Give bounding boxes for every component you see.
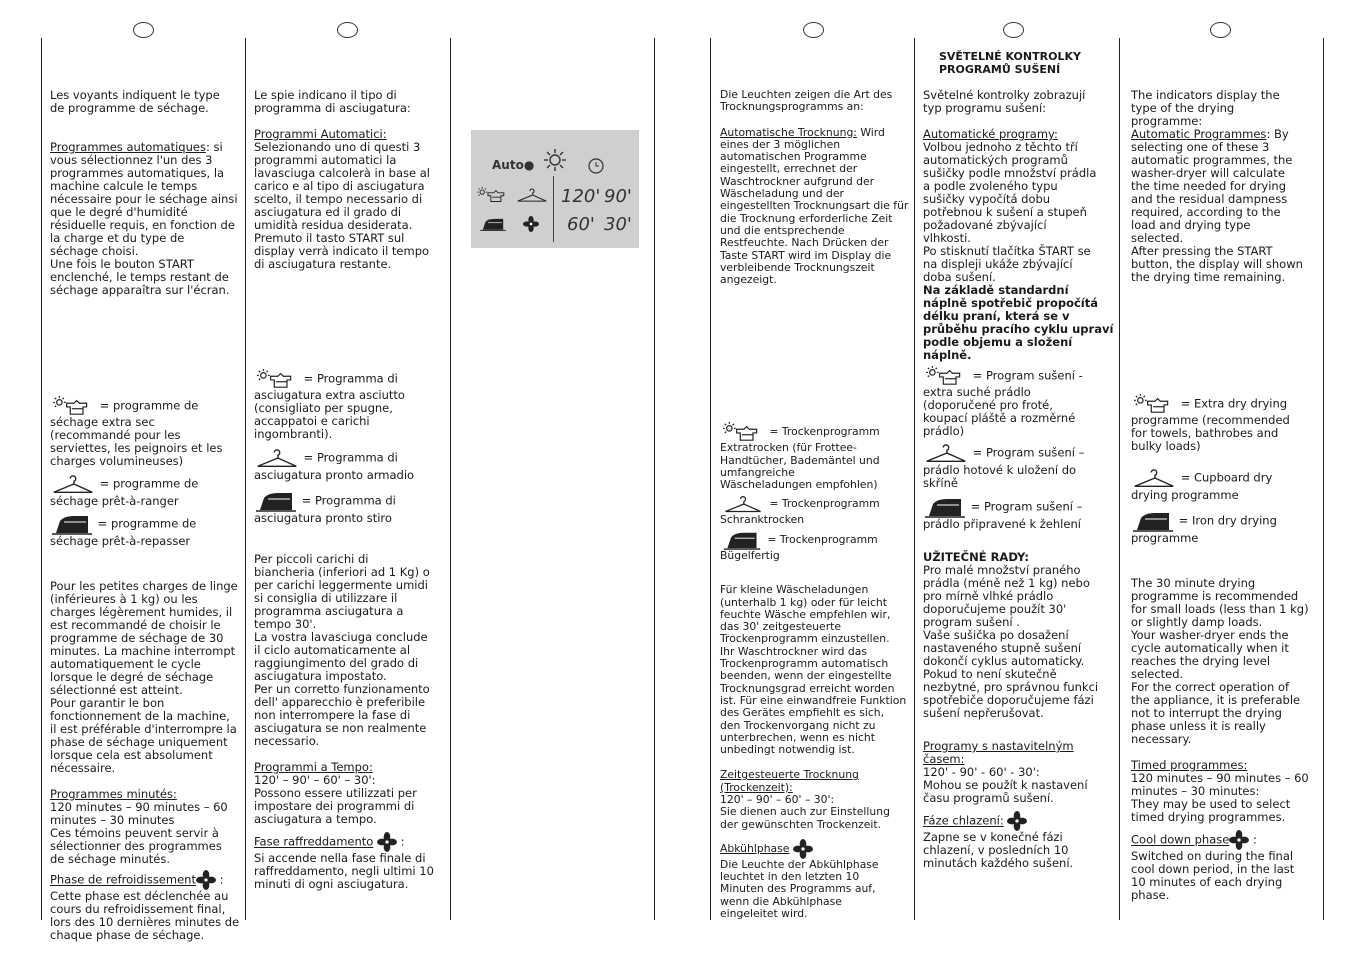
de-timed-text: 120' – 90' – 60' – 30': Sie dienen auch zur Einstellung der gewünschten Trockenzeit. [720,792,890,831]
column-divider [450,38,451,920]
cz-extra-dry-text: = Program sušení - extra suché prádlo (doporučené pro froté, koupací pláště a rozměrné prádlo) [923,368,1083,438]
cz-iron-text: = Program sušení – prádlo připravené k žehlení [923,499,1083,531]
clock-icon [587,157,605,175]
fr-cupboard [50,473,242,508]
en-extra-dry-text: = Extra dry drying programme (recommended for towels, bathrobes and bulky loads) [1131,396,1290,453]
it-auto-text: Selezionando uno di questi 3 programmi automatici la lavasciuga calcolerà in base al carico e al tipo di asciugatura scelto, il tempo necessario di asciugatura ed il grado di umidità residua desiderata. Premuto il tasto START sul display verrà indicato il tempo di asciugatura restante. [254,140,430,271]
de-auto [720,127,912,287]
fr-cool: Phase de refroidissement : [50,870,242,890]
fr-auto-title: Programmes automatiques [50,140,206,154]
extra-dry-icon [475,186,511,204]
cz-cool-title: Fáze chlazení: [923,813,1004,828]
hanger-icon [923,442,969,464]
it-small-loads: Per piccoli carichi di biancheria (inferiori ad 1 Kg) o per carichi leggermente umidi si consiglia di utilizzare il programma asciugatura a tempo 30'. La vostra lavasciuga conclude il ciclo automaticamente al raggiungimento del grado di asciugatura impostato. Per un corretto funzionamento dell' apparecchio è preferibile non interrompere la fase di asciugatura se non realmente necessario. [254,552,430,748]
it-extra-dry-text: = Programma di asciugatura extra asciutto (consigliato per spugne, accappatoi e carichi ingombranti). [254,371,405,441]
fr-iron [50,513,242,548]
column-divider [654,38,655,920]
de-iron [720,530,912,562]
control-panel-display [471,130,639,248]
time-90: 90' [604,186,632,207]
en-auto-text: : By selecting one of these 3 automatic programmes, the washer-dryer will calculate the time needed for drying and the residual dampness required, according to the load and drying type selected. After pressing the START button, the display will shown the drying time remaining. [1131,127,1303,284]
column-divider [245,38,246,920]
en-iron-text: = Iron dry drying programme [1131,513,1277,545]
extra-dry-icon [923,366,969,386]
it-intro: Le spie indicano il tipo di programma di asciugatura: [254,88,411,115]
en-small-loads: The 30 minute drying programme is recommended for small loads (less than 1 kg) or slightly damp loads. Your washer-dryer ends the cycle automatically when it reaches the drying level selected. For the correct operation of the appliance, it is preferable not to interrupt the drying phase unless it is really necessary. [1131,576,1309,746]
extra-dry-icon [720,422,766,442]
cz-timed-text: 120' - 90' - 60' - 30': Mohou se použít k nastavení času programů sušení. [923,765,1088,805]
en-iron [1131,510,1321,545]
de-small-loads: Für kleine Wäscheladungen (unterhalb 1 kg) oder für leicht feuchte Wäsche empfehlen wir, das 30' zeitgesteuerte Trockenprogramm einzustellen. Ihr Waschtrockner wird das Trockenprogramm automatisch beenden, wenn der eingestellte Trocknungsgrad erreicht worden ist. Für eine einwandfreie Funktion des Gerätes empfiehlt es sich, den Trockenvorgang nicht zu unterbrechen, wenn es nicht unbedingt notwendig ist. [720,583,907,757]
column-german [720,84,912,920]
cz-auto-title: Automatické programy: [923,127,1058,141]
en-cool-text: Switched on during the final cool down period, in the last 10 minutes of each drying phase. [1131,849,1295,902]
en-cool-title: Cool down phase [1131,832,1230,847]
cz-heading: SVĚTELNÉ KONTROLKY PROGRAMŮ SUŠENÍ [939,50,1081,76]
en-extra-dry [1131,394,1321,453]
de-cupboard-text: = Trockenprogramm Schranktrocken [720,496,880,526]
fr-timed-text: 120 minutes – 90 minutes – 60 minutes – 30 minutes Ces témoins peuvent servir à sélectionner des programmes de séchage minutés. [50,800,228,866]
de-auto-title: Automatische Trocknung: [720,125,857,139]
hanger-icon [254,447,300,469]
cz-extra-dry [923,366,1117,438]
en-cupboard [1131,467,1321,502]
it-timed-title: Programmi a Tempo: [254,760,373,774]
cz-bold-note: Na základě standardní náplně spotřebič propočítá délku praní, která se v průběhu pracího cyklu upraví podle objemu a složení náplně. [923,283,1114,362]
cz-cupboard [923,442,1117,490]
cz-tips-text: Pro malé množství praného prádla (méně než 1 kg) nebo pro mírně vlhké prádlo doporučujeme použít 30' program sušení . Vaše sušička po dosažení nastaveného stupně sušení dokončí cyklus automaticky. Pokud to není skutečně nezbytné, pro správnou funkci spotřebiče doporučujeme fázi sušení nepřerušovat. [923,563,1099,720]
de-extra-dry-text: = Trockenprogramm Extratrocken (für Frottee- Handtücher, Bademäntel und umfangreiche Wäscheladungen empfohlen) [720,425,880,492]
fr-intro: Les voyants indiquent le type de programme de séchage. [50,88,220,115]
iron-icon [479,216,507,232]
panel-divider [553,176,554,242]
de-cool-text: Die Leuchte der Abkühlphase leuchtet in den letzten 10 Minuten des Programms auf, wenn die Abkühlphase eingeleitet wird. [720,857,879,921]
en-cupboard-text: = Cupboard dry drying programme [1131,470,1273,502]
extra-dry-icon [254,369,300,389]
en-timed-title: Timed programmes: [1131,758,1248,772]
cz-intro: Světelné kontrolky zobrazují typ programu sušení: [923,88,1086,115]
fan-icon [1229,830,1249,850]
de-auto-text: Wird eines der 3 möglichen automatischen Programme eingestellt, errechnet der Waschtrockner aufgrund der Wäscheladung und der eingestellten Trocknungsart die für die Trocknung erforderliche Zeit und die entsprechende Restfeuchte. Nach Drücken der Taste START wird im Display die verbleibende Trocknungszeit angezeigt. [720,125,909,287]
it-cool: Fase raffreddamento : [254,832,446,852]
de-timed-title: Zeitgesteuerte Trocknung (Trockenzeit): [720,768,859,794]
column-italian [254,84,446,891]
fr-timed-title: Programmes minutés: [50,787,177,801]
en-timed-text: 120 minutes – 90 minutes – 60 minutes – 30 minutes: They may be used to select timed drying programmes. [1131,771,1309,824]
cz-cool [923,811,1117,831]
time-120: 120' [561,186,601,207]
iron-icon [1131,510,1175,532]
it-iron-text: = Programma di asciugatura pronto stiro [254,493,396,525]
fr-cool-text: Cette phase est déclenchée au cours du refroidissement final, lors des 10 dernières minutes de chaque phase de séchage. [50,889,240,942]
column-czech [923,50,1117,870]
language-marker-de [803,22,824,38]
iron-icon [254,490,298,512]
en-auto [1131,128,1321,284]
fr-extra-dry-text: = programme de séchage extra sec (recommandé pour les serviettes, les peignoirs et les charges volumineuses) [50,398,223,468]
fr-iron-text: = programme de séchage prêt-à-repasser [50,516,197,548]
it-timed-text: 120' – 90' – 60' – 30': Possono essere utilizzati per impostare dei programmi di asciugatura a tempo. [254,773,417,826]
cz-iron [923,496,1117,531]
en-intro: The indicators display the type of the drying programme: [1131,88,1280,128]
language-marker-it [337,22,358,38]
extra-dry-icon [50,396,96,416]
iron-icon [50,513,94,535]
cz-cool-text: Zapne se v konečné fázi chlazení, v posledních 10 minutách každého sušení. [923,830,1074,870]
fan-icon [377,832,397,852]
column-english [1131,84,1321,902]
language-marker-en [1210,22,1231,38]
fan-icon [196,870,216,890]
de-cool [720,839,912,859]
extra-dry-icon [1131,394,1177,414]
cz-cupboard-text: = Program sušení – prádlo hotové k uložení do skříně [923,445,1085,490]
de-cool-title: Abkühlphase [720,841,790,855]
de-intro: Die Leuchten zeigen die Art des Trocknungsprogramms an: [720,88,893,114]
en-cool: Cool down phase : [1131,830,1321,850]
fr-cool-title: Phase de refroidissement [50,872,196,887]
column-divider [41,38,42,920]
language-marker-fr [133,22,154,38]
it-iron [254,490,446,525]
hanger-icon [50,473,96,495]
cz-timed-title: Programy s nastavitelným časem: [923,739,1074,766]
fr-extra-dry [50,396,242,468]
hanger-icon [1131,467,1177,489]
sun-icon [543,148,567,172]
column-divider [710,38,711,920]
hanger-icon [515,186,549,204]
time-60: 60' [567,214,595,235]
it-cupboard [254,447,446,482]
fr-small-loads: Pour les petites charges de linge (inférieures à 1 kg) ou les charges légèrement humides, il est recommandé de choisir le programme de séchage de 30 minutes. La machine interrompt automatiquement le cycle lorsque le degré de séchage sélectionné est atteint. Pour garantir le bon fonctionnement de la machine, il est préférable d'interrompre la phase de séchage uniquement lorsque cela est absolument nécessaire. [50,579,238,775]
column-divider [1119,38,1120,920]
it-extra-dry [254,369,446,441]
column-divider [914,38,915,920]
fan-icon [523,216,539,232]
de-cupboard [720,494,912,526]
fan-icon [793,839,813,859]
en-auto-title: Automatic Programmes [1131,127,1267,141]
column-divider [1323,38,1324,920]
cz-auto-text: Volbou jednoho z těchto tří automatických programů sušičky podle množství prádla a podle zvoleného typu sušičky vypočítá dobu potřebnou k sušení a stupeň požadované zbývající vlhkosti. Po stisknutí tlačítka ŠTART se na displeji ukáže zbývající doba sušení. [923,140,1097,284]
time-30: 30' [604,214,632,235]
it-auto-title: Programmi Automatici: [254,127,387,141]
fr-auto [50,141,242,297]
hanger-icon [720,494,766,514]
it-cool-text: Si accende nella fase finale di raffreddamento, negli ultimi 10 minuti di ogni asciugatura. [254,851,434,891]
it-cupboard-text: = Programma di asciugatura pronto armadio [254,450,415,482]
fr-auto-text: : si vous sélectionnez l'un des 3 programmes automatiques, la machine calcule le temps nécessaire pour le séchage ainsi que le degré d'humidité résiduelle requis, en fonction de la charge et du type de séchage choisi. Une fois le bouton START enclenché, le temps restant de séchage apparaîtra sur l'écran. [50,140,238,297]
column-french [50,84,242,942]
auto-label: Auto● [492,158,535,172]
de-extra-dry [720,422,912,491]
language-marker-cz [1003,22,1024,38]
iron-icon [720,530,764,550]
fr-cupboard-text: = programme de séchage prêt-à-ranger [50,476,199,508]
cz-tips-title: UŽITEČNÉ RADY: [923,550,1029,564]
it-cool-title: Fase raffreddamento [254,834,374,849]
iron-icon [923,496,967,518]
fan-icon [1007,811,1027,831]
de-iron-text: = Trockenprogramm Bügelfertig [720,532,878,562]
